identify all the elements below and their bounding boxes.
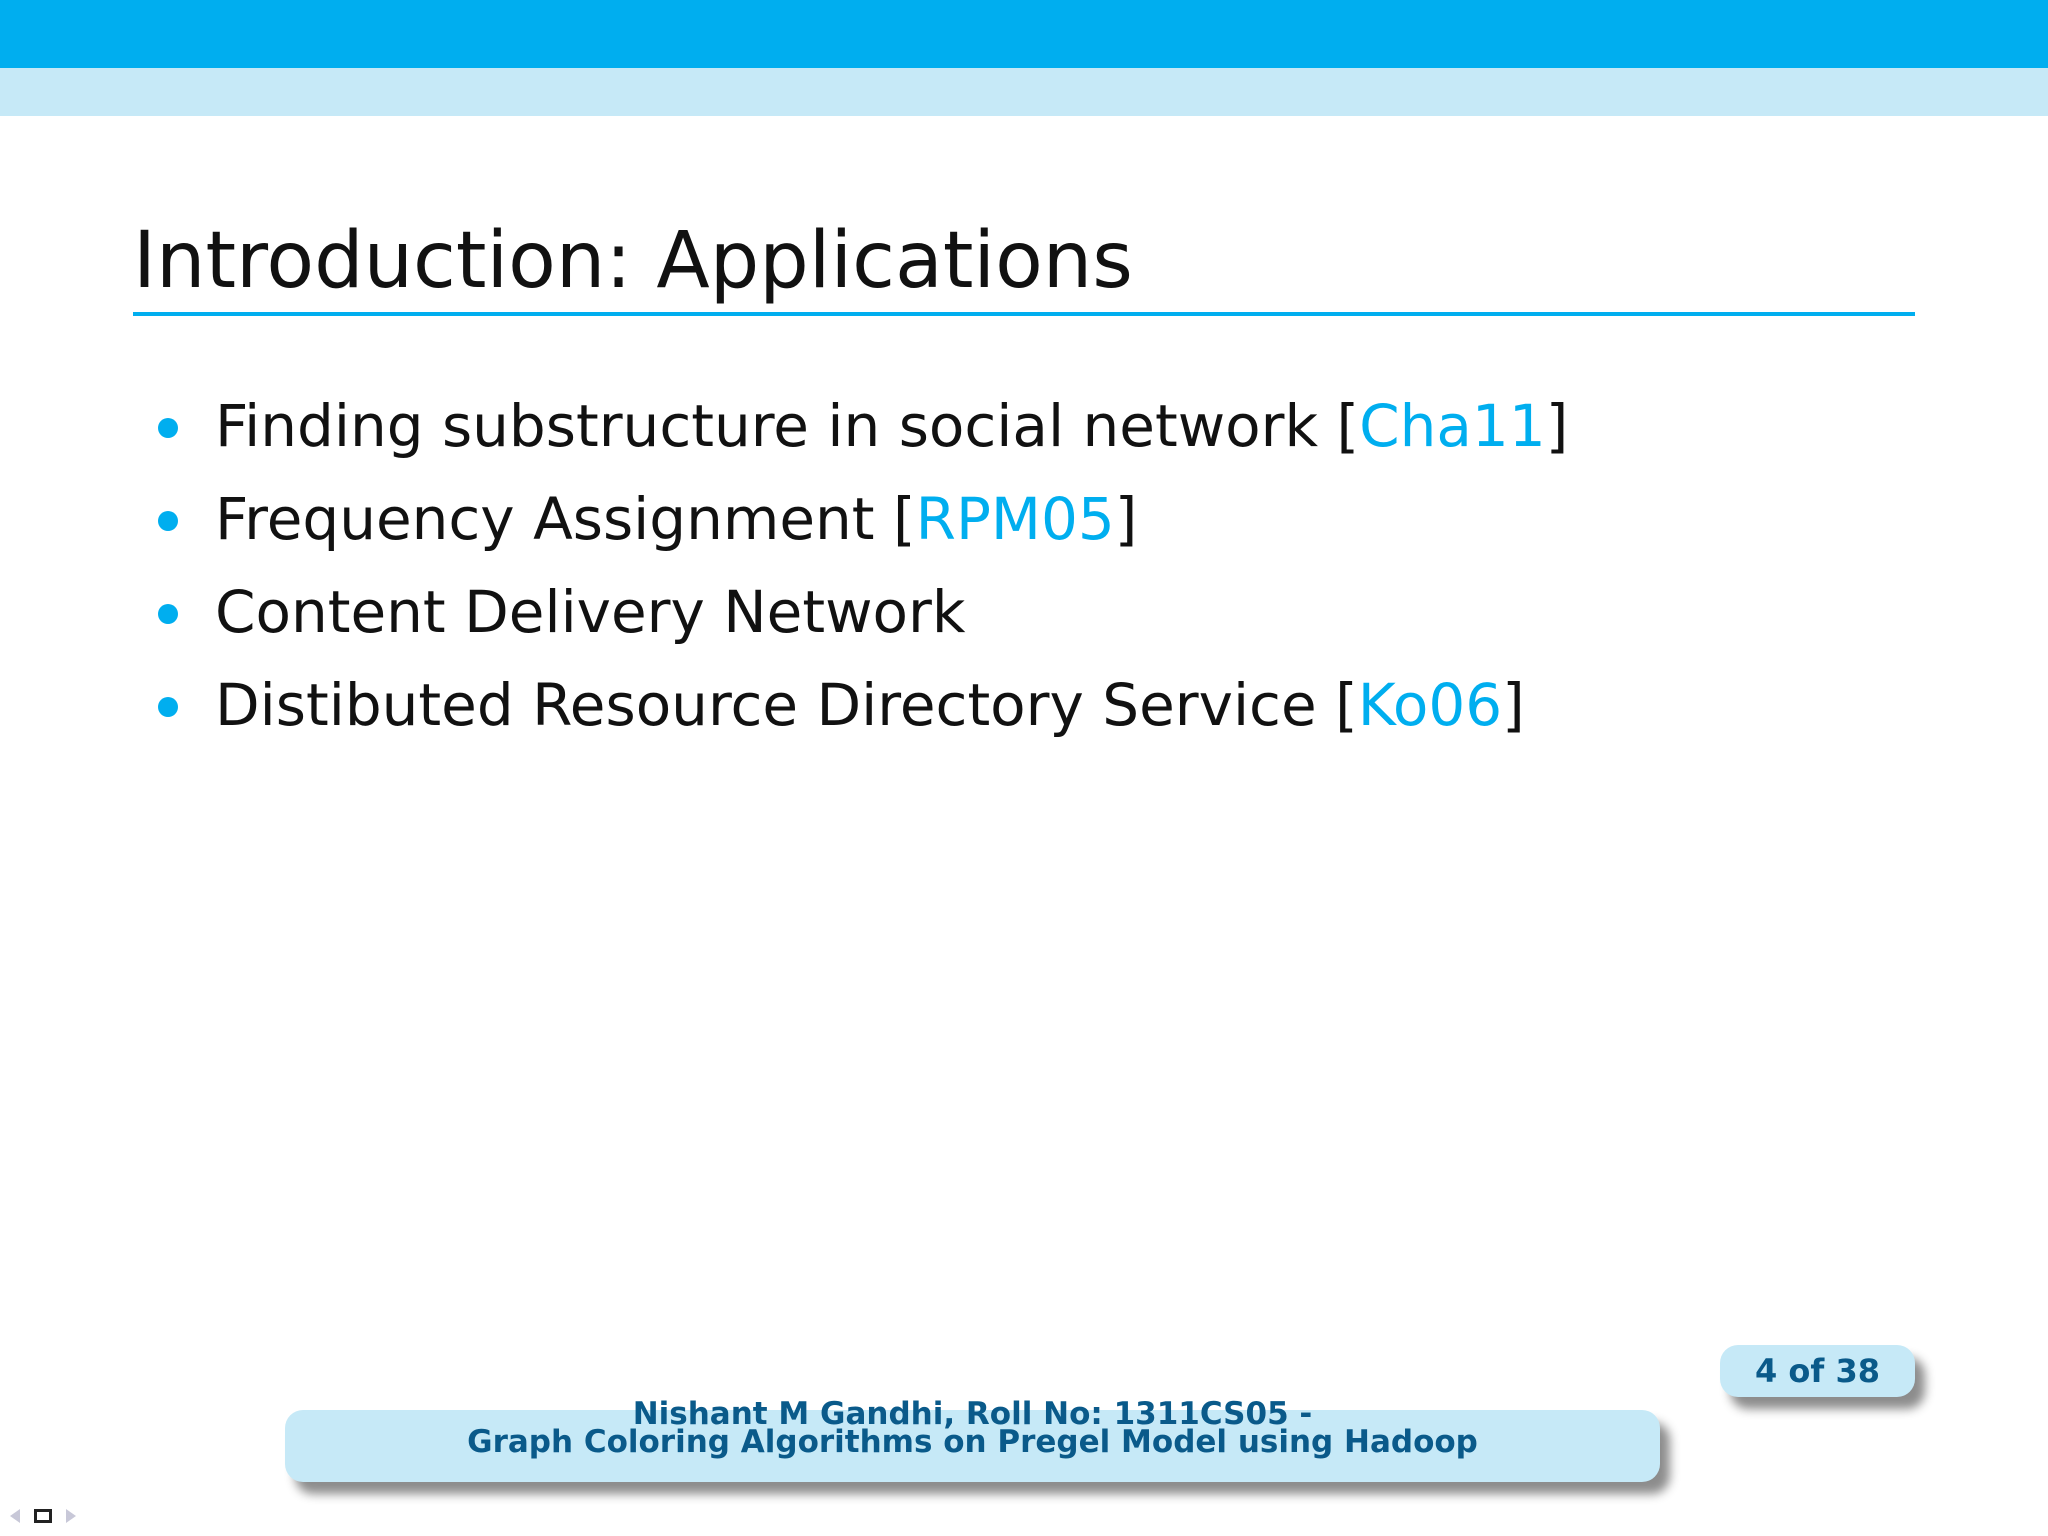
- citation-link[interactable]: Cha11: [1359, 392, 1546, 460]
- citation-link[interactable]: Ko06: [1357, 671, 1503, 739]
- citation-open-bracket: [: [1335, 671, 1358, 739]
- bullet-text: Content Delivery Network: [215, 578, 966, 646]
- citation-close-bracket: ]: [1502, 671, 1525, 739]
- title-underline: [133, 312, 1915, 316]
- citation-close-bracket: ]: [1545, 392, 1569, 460]
- citation-open-bracket: [: [893, 485, 916, 553]
- nav-right-arrow-icon[interactable]: [66, 1509, 76, 1523]
- list-item: [150, 473, 1568, 566]
- page-indicator: 4 of 38: [1720, 1345, 1915, 1397]
- header-bar-light: [0, 68, 2048, 116]
- bullet-icon: [158, 604, 178, 624]
- footer-box: [285, 1396, 1660, 1482]
- bullet-text: Finding substructure in social network: [215, 392, 1337, 460]
- bullet-text: Distibuted Resource Directory Service: [215, 671, 1336, 739]
- slide-title: Introduction: Applications: [133, 216, 1133, 306]
- footer-talk-title: Graph Coloring Algorithms on Pregel Model using Hadoop: [467, 1424, 1478, 1460]
- bullet-text: Frequency Assignment: [215, 485, 893, 553]
- footer-author: Nishant M Gandhi, Roll No: 1311CS05 -: [632, 1396, 1313, 1432]
- bullet-icon: [158, 511, 178, 531]
- bullet-icon: [158, 418, 178, 438]
- list-item: [150, 659, 1568, 752]
- list-item: [150, 566, 1568, 659]
- nav-left-arrow-icon[interactable]: [10, 1509, 20, 1523]
- list-item: [150, 380, 1568, 473]
- citation-close-bracket: ]: [1114, 485, 1138, 553]
- bullet-list: [150, 380, 1568, 752]
- bullet-icon: [158, 697, 178, 717]
- citation-open-bracket: [: [1336, 392, 1360, 460]
- nav-frame-icon[interactable]: [34, 1509, 52, 1523]
- citation-link[interactable]: RPM05: [915, 485, 1115, 553]
- navigation-controls: [10, 1504, 76, 1528]
- header-bar: [0, 0, 2048, 68]
